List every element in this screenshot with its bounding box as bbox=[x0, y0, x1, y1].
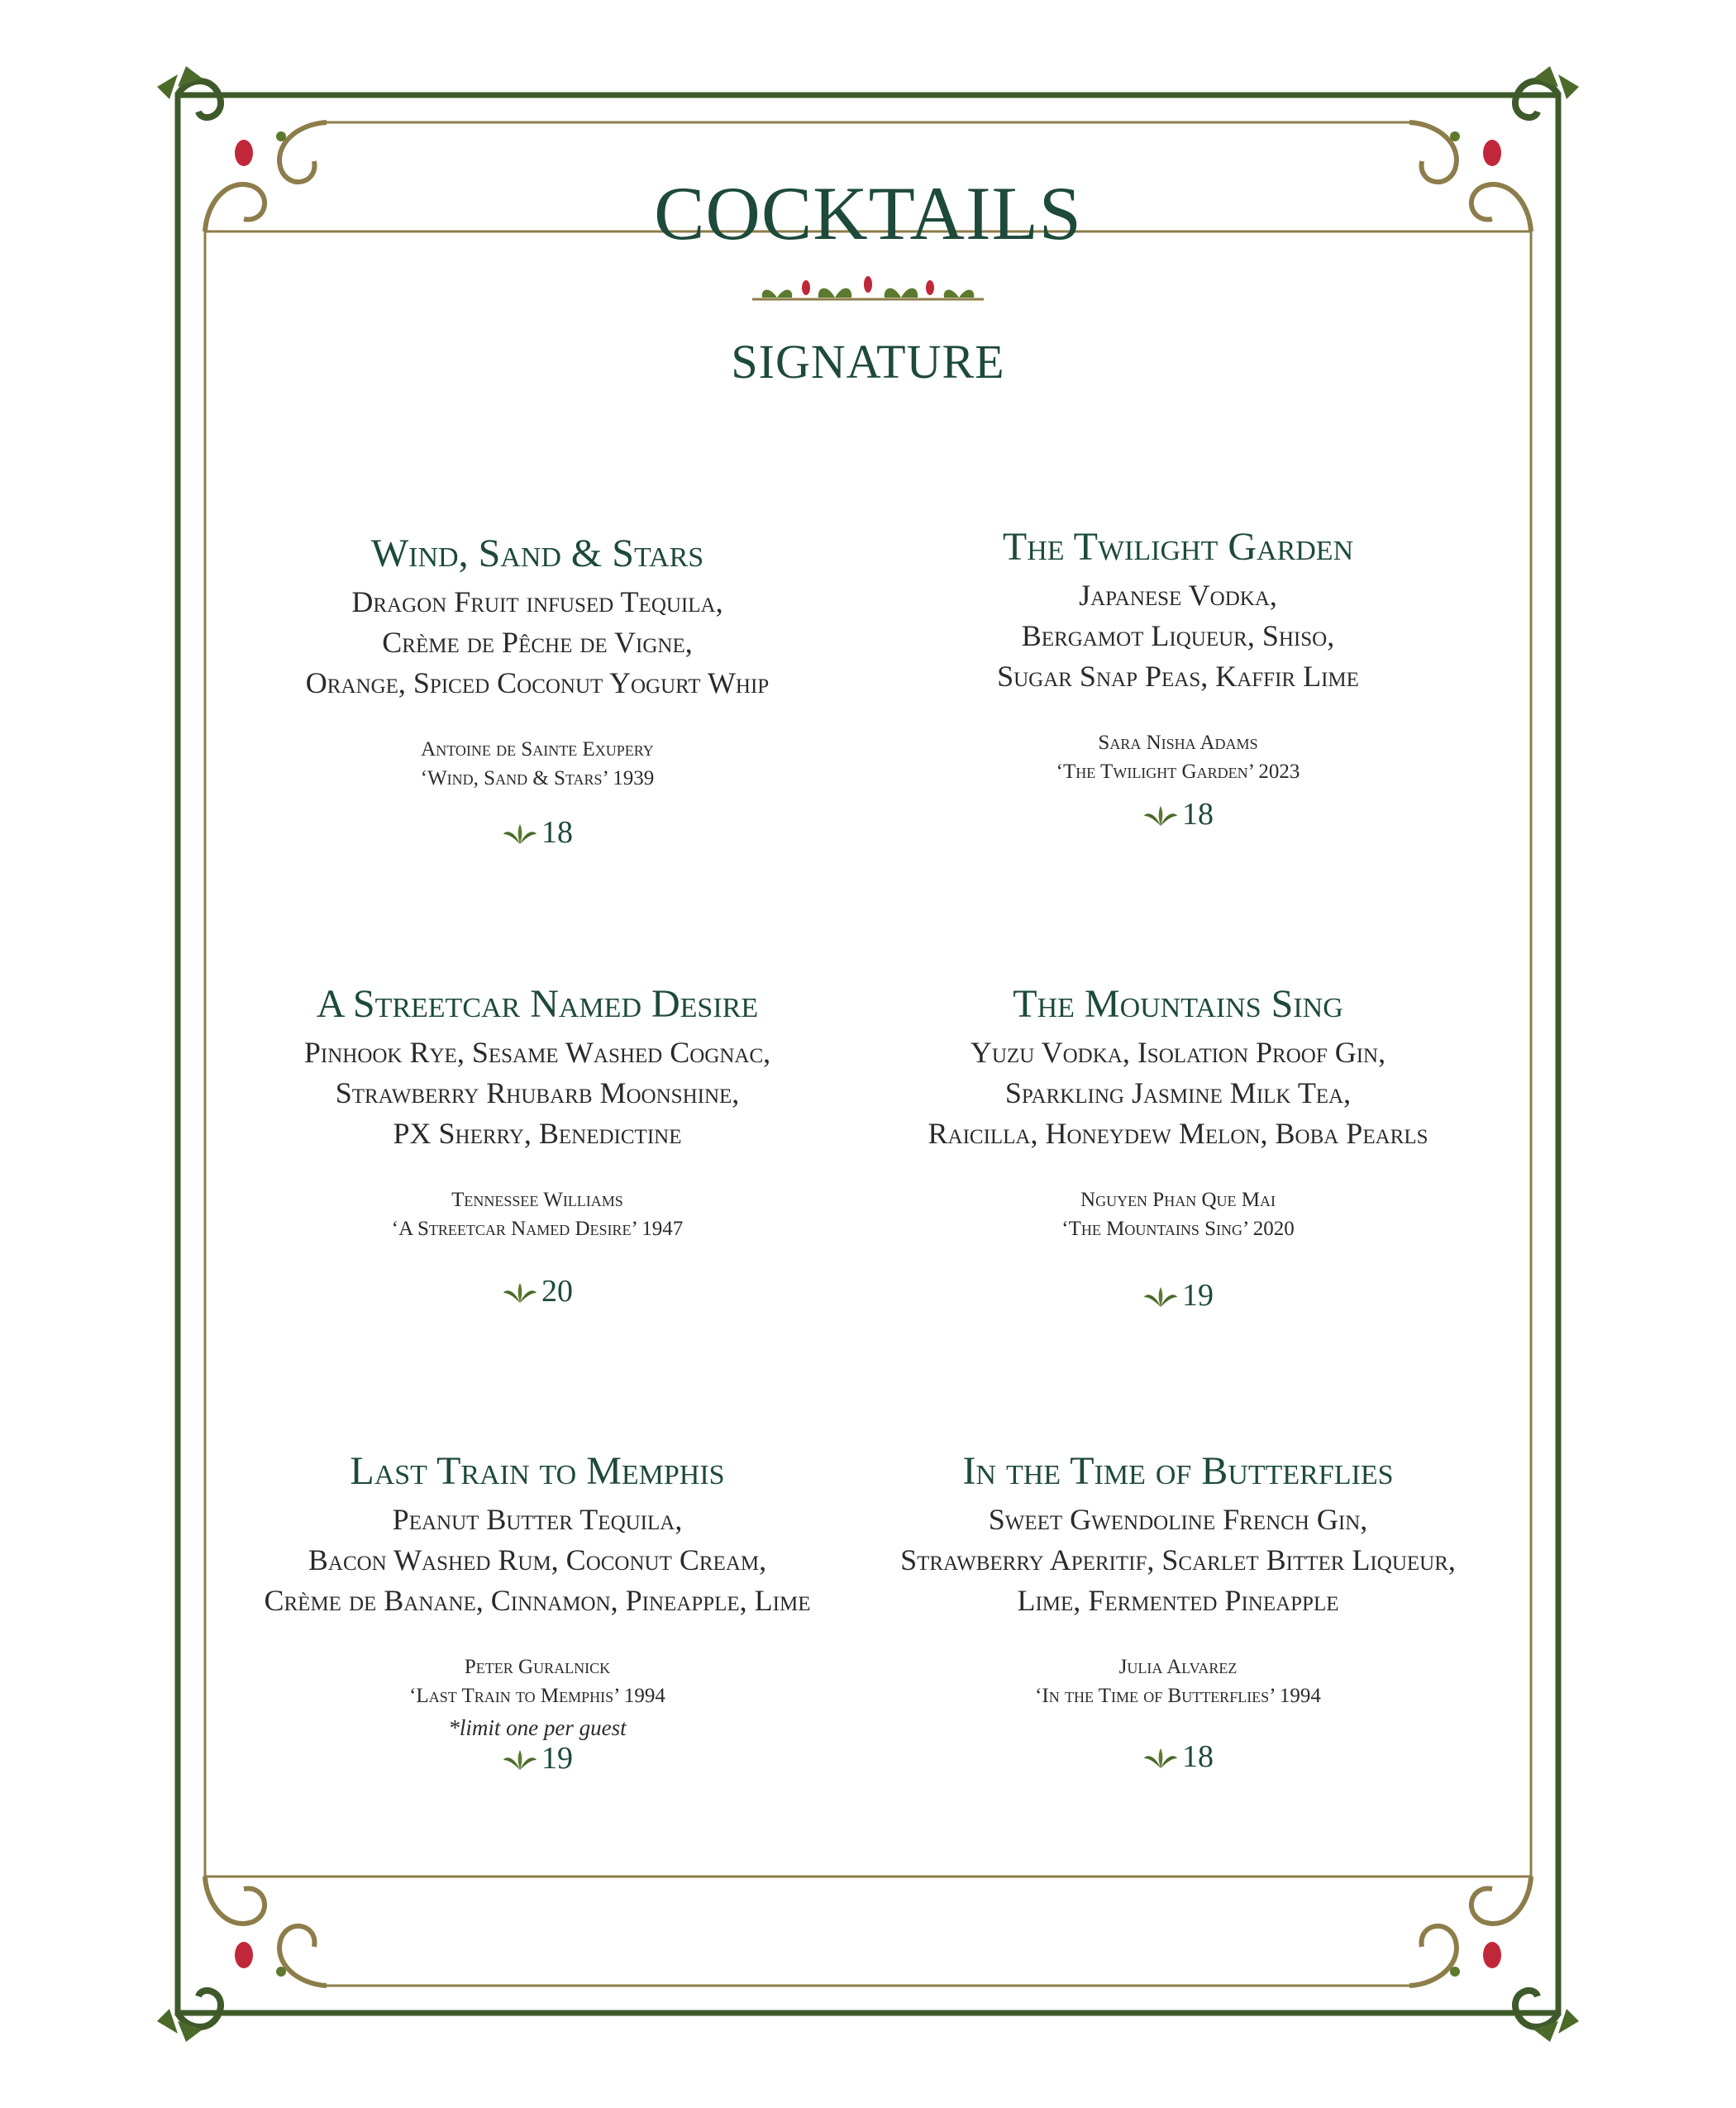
cocktail-price bbox=[455, 814, 620, 851]
cocktail-item bbox=[223, 1447, 851, 1741]
price-value: 19 bbox=[1182, 1278, 1214, 1313]
limit-note: *limit one per guest bbox=[448, 1715, 627, 1740]
price-value: 18 bbox=[1182, 797, 1214, 832]
cocktail-name: Wind, Sand & Stars bbox=[370, 532, 704, 575]
corner-ornament-bottom-left-icon bbox=[157, 1877, 327, 2042]
leaf-sprig-icon bbox=[1142, 1747, 1179, 1772]
ingredient-line: Crème de Pêche de Vigne, bbox=[382, 626, 693, 659]
leaf-sprig-icon bbox=[502, 1281, 538, 1306]
cocktail-price bbox=[1095, 796, 1261, 832]
cocktail-ingredients bbox=[223, 1033, 851, 1154]
ingredient-line: Strawberry Rhubarb Moonshine, bbox=[335, 1076, 740, 1109]
cocktail-price bbox=[455, 1273, 620, 1309]
inspiration-book: ‘Wind, Sand & Stars’ 1939 bbox=[420, 767, 655, 789]
ingredient-line: Bergamot Liqueur, Shiso, bbox=[1021, 619, 1335, 652]
cocktail-ingredients bbox=[223, 582, 851, 703]
ingredient-line: Bacon Washed Rum, Coconut Cream, bbox=[308, 1543, 767, 1576]
price-value: 18 bbox=[541, 815, 573, 850]
ingredient-line: Sparkling Jasmine Milk Tea, bbox=[1004, 1076, 1352, 1109]
inspiration-author: Peter Guralnick bbox=[464, 1656, 611, 1678]
ingredient-line: Yuzu Vodka, Isolation Proof Gin, bbox=[970, 1036, 1386, 1069]
ingredient-line: Lime, Fermented Pineapple bbox=[1017, 1584, 1339, 1617]
cocktail-item bbox=[864, 980, 1492, 1243]
ingredient-line: Crème de Banane, Cinnamon, Pineapple, Lime bbox=[264, 1584, 811, 1617]
cocktail-price bbox=[455, 1740, 620, 1777]
inspiration-author: Nguyen Phan Que Mai bbox=[1080, 1189, 1276, 1211]
cocktail-name: The Mountains Sing bbox=[1013, 982, 1343, 1026]
cocktail-item bbox=[864, 522, 1492, 786]
cocktail-name: In the Time of Butterflies bbox=[962, 1449, 1394, 1493]
cocktail-item bbox=[223, 529, 851, 793]
corner-ornament-bottom-right-icon bbox=[1409, 1877, 1579, 2042]
cocktail-price bbox=[1095, 1277, 1261, 1314]
cocktail-name: Last Train to Memphis bbox=[350, 1449, 725, 1493]
price-value: 19 bbox=[541, 1741, 573, 1776]
cocktail-name: The Twilight Garden bbox=[1002, 525, 1354, 569]
ingredient-line: Dragon Fruit infused Tequila, bbox=[351, 585, 723, 618]
ingredient-line: Sugar Snap Peas, Kaffir Lime bbox=[997, 660, 1359, 693]
inspiration-book: ‘The Twilight Garden’ 2023 bbox=[1056, 761, 1300, 783]
cocktail-ingredients bbox=[864, 1500, 1492, 1621]
inspiration-author: Tennessee Williams bbox=[451, 1189, 623, 1211]
floral-divider-icon bbox=[744, 273, 992, 309]
cocktail-name: A Streetcar Named Desire bbox=[316, 982, 759, 1026]
inspiration-book: ‘The Mountains Sing’ 2020 bbox=[1061, 1218, 1295, 1240]
ingredient-line: Sweet Gwendoline French Gin, bbox=[988, 1503, 1368, 1536]
ingredient-line: Pinhook Rye, Sesame Washed Cognac, bbox=[303, 1036, 771, 1069]
inspiration-author: Sara Nisha Adams bbox=[1098, 732, 1258, 754]
cocktail-ingredients bbox=[223, 1500, 851, 1621]
leaf-sprig-icon bbox=[1142, 804, 1179, 829]
cocktail-ingredients bbox=[864, 575, 1492, 697]
inspiration-book: ‘Last Train to Memphis’ 1994 bbox=[409, 1685, 665, 1707]
ingredient-line: Orange, Spiced Coconut Yogurt Whip bbox=[305, 666, 770, 699]
leaf-sprig-icon bbox=[502, 1748, 538, 1773]
ingredient-line: PX Sherry, Benedictine bbox=[393, 1117, 682, 1150]
inspiration-author: Julia Alvarez bbox=[1118, 1656, 1238, 1678]
price-value: 18 bbox=[1182, 1739, 1214, 1774]
menu-title: COCKTAILS bbox=[654, 171, 1082, 255]
ingredient-line: Japanese Vodka, bbox=[1079, 579, 1277, 612]
cocktail-ingredients bbox=[864, 1033, 1492, 1154]
cocktail-item bbox=[223, 980, 851, 1243]
inspiration-author: Antoine de Sainte Exupery bbox=[421, 738, 654, 761]
cocktail-price bbox=[1095, 1738, 1261, 1775]
inspiration-book: ‘A Streetcar Named Desire’ 1947 bbox=[391, 1218, 684, 1240]
ingredient-line: Raicilla, Honeydew Melon, Boba Pearls bbox=[928, 1117, 1428, 1150]
leaf-sprig-icon bbox=[1142, 1285, 1179, 1310]
price-value: 20 bbox=[541, 1274, 573, 1309]
cocktail-item bbox=[864, 1447, 1492, 1710]
inspiration-book: ‘In the Time of Butterflies’ 1994 bbox=[1035, 1685, 1321, 1707]
section-title: SIGNATURE bbox=[731, 335, 1005, 389]
leaf-sprig-icon bbox=[502, 823, 538, 847]
ingredient-line: Strawberry Aperitif, Scarlet Bitter Liqueur, bbox=[900, 1543, 1456, 1576]
ingredient-line: Peanut Butter Tequila, bbox=[392, 1503, 683, 1536]
